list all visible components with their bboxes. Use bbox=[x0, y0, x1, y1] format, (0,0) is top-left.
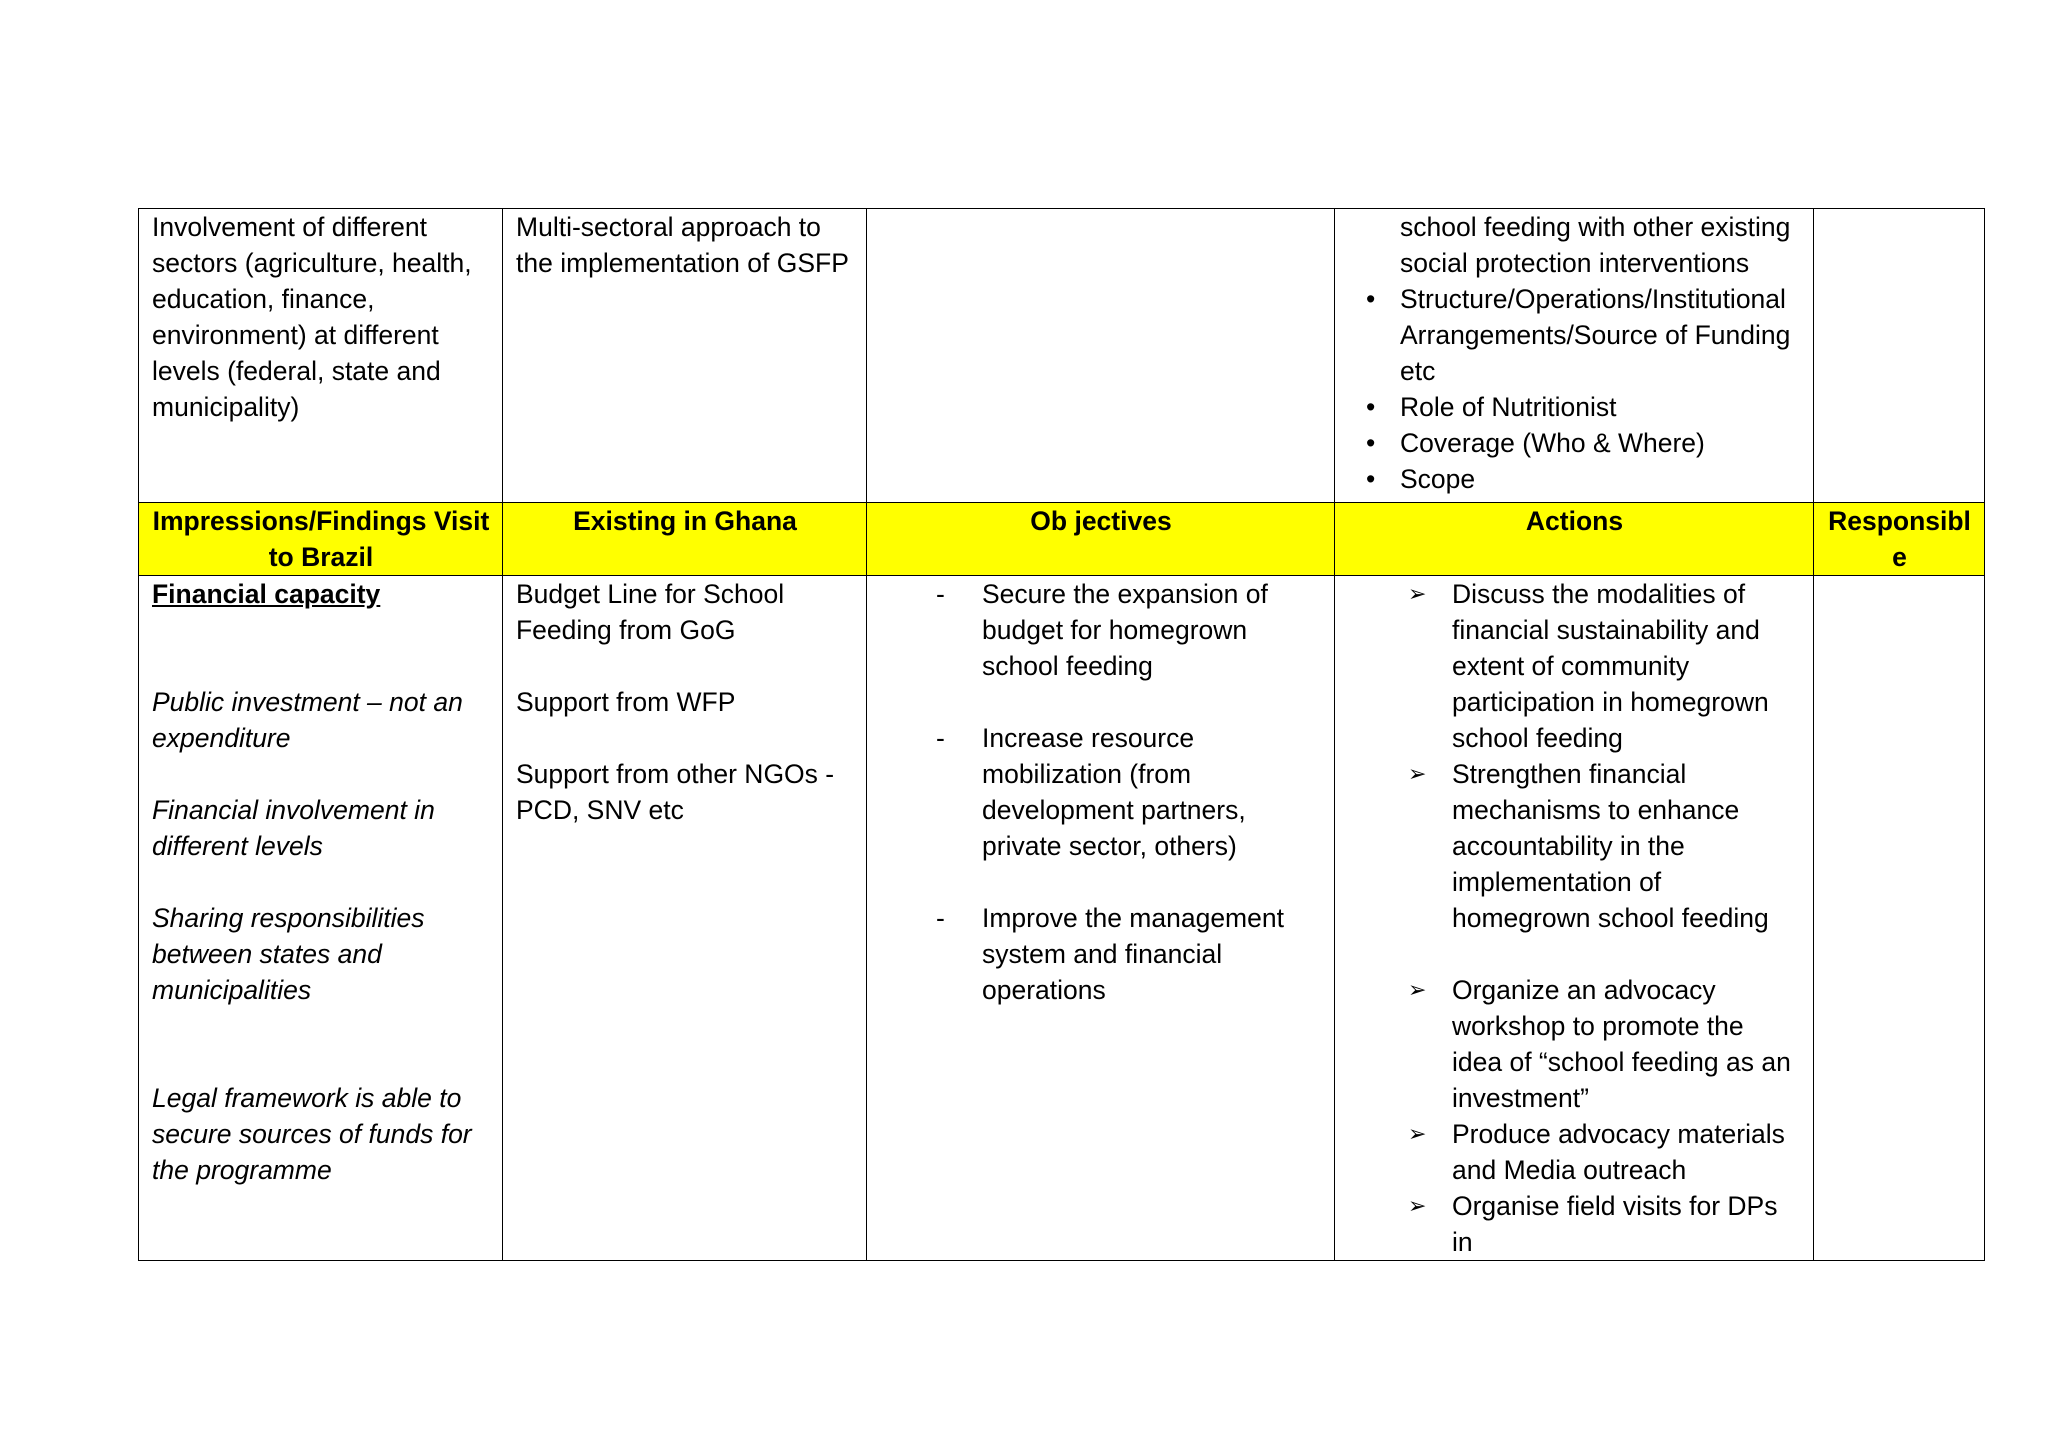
cell-findings-financial bbox=[139, 576, 503, 1261]
arrow-bullet-icon: ➢ bbox=[1408, 761, 1427, 786]
actions-list bbox=[1348, 576, 1801, 1260]
cell-responsible-financial bbox=[1814, 576, 1985, 1261]
section-title: Financial capacity bbox=[152, 579, 381, 609]
finding-text: Involvement of different sectors (agriculture, health, education, finance, environment) at different levels (federal, state and municipality) bbox=[152, 212, 472, 422]
list-item: • Coverage (Who & Where) bbox=[1348, 425, 1801, 461]
finding-item: Legal framework is able to secure sources of funds for the programme bbox=[152, 1083, 472, 1185]
existing-item: Support from other NGOs - PCD, SNV etc bbox=[516, 759, 835, 825]
cell-responsible-multisectoral bbox=[1814, 209, 1985, 503]
dash-icon: - bbox=[936, 903, 945, 933]
header-findings: Impressions/Findings Visit to Brazil bbox=[139, 503, 503, 576]
bullet-icon: • bbox=[1366, 428, 1376, 458]
list-item: - Improve the management system and financial operations bbox=[880, 900, 1322, 1008]
objectives-list bbox=[880, 576, 1322, 1008]
arrow-bullet-icon: ➢ bbox=[1408, 581, 1427, 606]
header-existing: Existing in Ghana bbox=[503, 503, 867, 576]
cell-actions-multisectoral bbox=[1335, 209, 1814, 503]
actions-bullet-list bbox=[1348, 209, 1801, 497]
existing-item: Support from WFP bbox=[516, 687, 736, 717]
header-actions: Actions bbox=[1335, 503, 1814, 576]
list-item: - Increase resource mobilization (from development partners, private sector, others) bbox=[880, 720, 1322, 864]
bullet-icon: • bbox=[1366, 284, 1376, 314]
finding-item: Public investment – not an expenditure bbox=[152, 687, 463, 753]
cell-existing-financial bbox=[503, 576, 867, 1261]
table-row-financial-capacity bbox=[139, 576, 1985, 1261]
cell-objectives-multisectoral bbox=[867, 209, 1335, 503]
table-header-row bbox=[139, 503, 1985, 576]
finding-item: Financial involvement in different levels bbox=[152, 795, 435, 861]
arrow-bullet-icon: ➢ bbox=[1408, 1121, 1427, 1146]
list-item: ➢ Discuss the modalities of financial sustainability and extent of community participation in homegrown school feeding bbox=[1348, 576, 1801, 756]
list-item: • Structure/Operations/Institutional Arrangements/Source of Funding etc bbox=[1348, 281, 1801, 389]
list-item: ➢ Organize an advocacy workshop to promote the idea of “school feeding as an investment” bbox=[1348, 972, 1801, 1116]
header-objectives: Ob jectives bbox=[867, 503, 1335, 576]
bullet-icon: • bbox=[1366, 392, 1376, 422]
list-item: ➢ Strengthen financial mechanisms to enhance accountability in the implementation of homegrown school feeding bbox=[1348, 756, 1801, 936]
cell-findings-multisectoral bbox=[139, 209, 503, 503]
list-item-continuation: school feeding with other existing social protection interventions bbox=[1400, 212, 1791, 278]
list-item: ➢ Produce advocacy materials and Media outreach bbox=[1348, 1116, 1801, 1188]
list-item: ➢ Organise field visits for DPs in bbox=[1348, 1188, 1801, 1260]
cell-existing-multisectoral bbox=[503, 209, 867, 503]
header-responsible: Responsibl e bbox=[1814, 503, 1985, 576]
cell-actions-financial bbox=[1335, 576, 1814, 1261]
action-plan-table bbox=[138, 208, 1985, 1261]
cell-objectives-financial bbox=[867, 576, 1335, 1261]
list-item: - Secure the expansion of budget for homegrown school feeding bbox=[880, 576, 1322, 684]
bullet-icon: • bbox=[1366, 464, 1376, 494]
list-item: • Role of Nutritionist bbox=[1348, 389, 1801, 425]
arrow-bullet-icon: ➢ bbox=[1408, 1193, 1427, 1218]
existing-text: Multi-sectoral approach to the implementation of GSFP bbox=[516, 212, 849, 278]
table-row-multisectoral bbox=[139, 209, 1985, 503]
finding-item: Sharing responsibilities between states and municipalities bbox=[152, 903, 425, 1005]
dash-icon: - bbox=[936, 579, 945, 609]
existing-item: Budget Line for School Feeding from GoG bbox=[516, 579, 785, 645]
list-item: • Scope bbox=[1348, 461, 1801, 497]
dash-icon: - bbox=[936, 723, 945, 753]
arrow-bullet-icon: ➢ bbox=[1408, 977, 1427, 1002]
